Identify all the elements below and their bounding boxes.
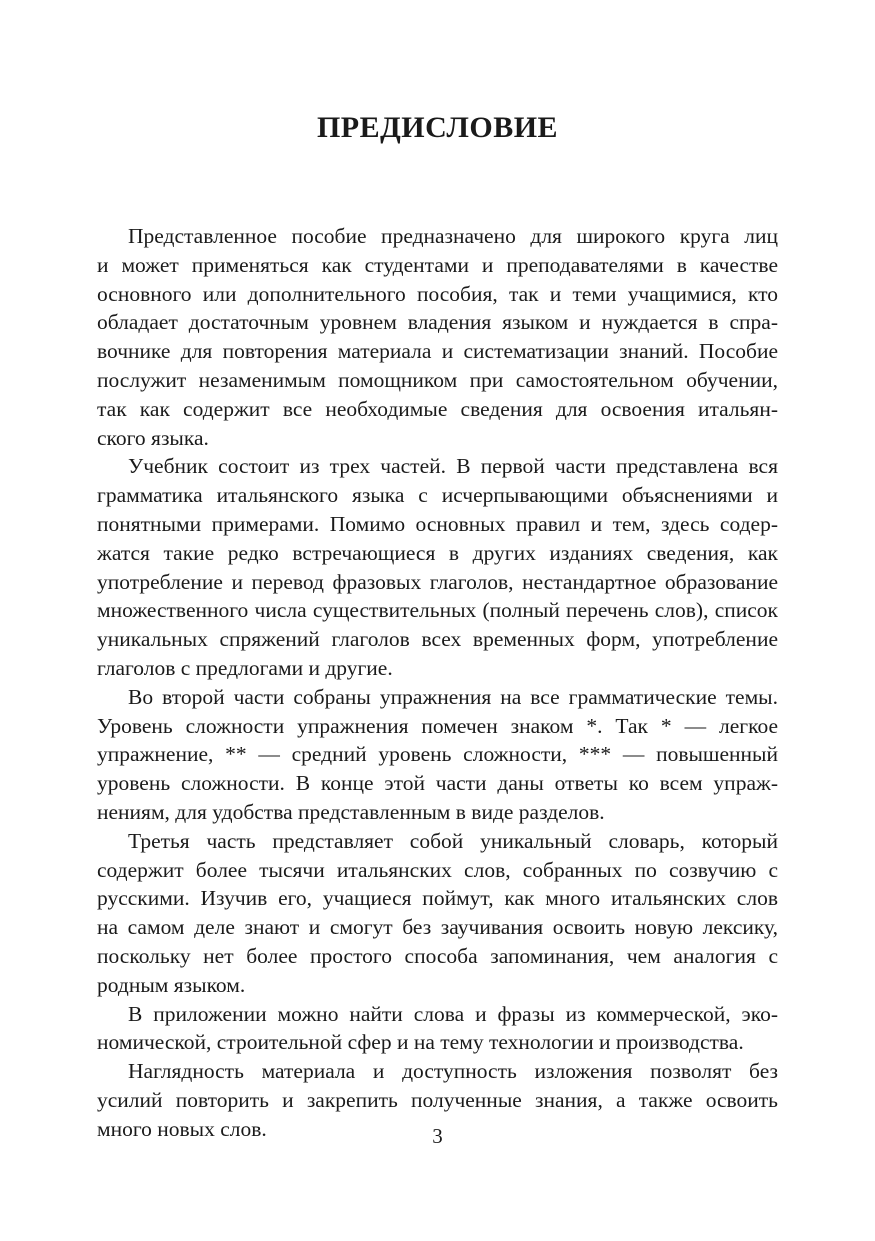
text-line: номической, строительной сфер и на тему технологии и производства. [97,1030,744,1055]
text-line: грамматика итальянского языка с исчерпывающими объяснениями и [97,483,778,508]
text-line: Представленное пособие предназначено для широкого круга лиц [128,224,778,248]
text-line: и может применяться как студентами и преподавателями в качестве [97,252,778,277]
text-line: обладает достаточным уровнем владения языком и нуждается в спра- [97,310,778,335]
paragraph-1 [97,222,778,452]
text-line: В приложении можно найти слова и фразы из коммерческой, эко- [128,1001,778,1026]
page-number: 3 [432,1124,443,1148]
text-line: послужит незаменимым помощником при самостоятельном обучении, [97,367,778,392]
text-line: нениям, для удобства представленным в виде разделов. [97,799,605,824]
text-line: на самом деле знают и смогут без заучивания освоить новую лексику, [97,915,778,940]
text-line: Во второй части собраны упражнения на все грамматические темы. [128,684,778,709]
text-line: понятными примерами. Помимо основных правил и тем, здесь содер- [97,511,778,536]
text-line: поскольку нет более простого способа запоминания, чем аналогия с [97,943,778,968]
text-line: глаголов с предлогами и другие. [97,655,393,680]
text-line: так как содержит все необходимые сведения для освоения итальян- [97,396,778,421]
text-line: родным языком. [97,972,246,997]
text-line: Уровень сложности упражнения помечен знаком *. Так * — легкое [97,713,778,738]
text-line: жатся такие редко встречающиеся в других изданиях сведения, как [97,540,778,565]
text-line: Учебник состоит из трех частей. В первой части представлена вся [128,454,778,479]
preface-body [97,222,778,1144]
text-line: Наглядность материала и доступность изложения позволят без [128,1059,778,1084]
text-line: ского языка. [97,425,209,450]
text-line: много новых слов. [97,1116,267,1141]
text-line: Третья часть представляет собой уникальный словарь, который [128,828,778,853]
text-line: употребление и перевод фразовых глаголов, нестандартное образование [97,569,778,594]
text-line: уникальных спряжений глаголов всех временных форм, употребление [97,627,778,652]
text-line: вочнике для повторения материала и систематизации знаний. Пособие [97,339,778,364]
paragraph-2 [97,452,778,682]
text-line: упражнение, ** — средний уровень сложности, *** — повышенный [97,742,778,767]
paragraph-5 [97,1000,778,1058]
text-line: множественного числа существительных (полный перечень слов), список [97,598,778,623]
page-title: ПРЕДИСЛОВИЕ [316,111,559,144]
text-line: русскими. Изучив его, учащиеся поймут, как много итальянских слов [97,886,778,911]
text-line: содержит более тысячи итальянских слов, собранных по созвучию с [97,857,778,882]
text-line: усилий повторить и закрепить полученные знания, а также освоить [97,1087,778,1112]
text-line: основного или дополнительного пособия, так и теми учащимися, кто [97,281,778,306]
paragraph-3 [97,683,778,827]
paragraph-4 [97,827,778,1000]
text-line: уровень сложности. В конце этой части даны ответы ко всем упраж- [97,771,778,796]
